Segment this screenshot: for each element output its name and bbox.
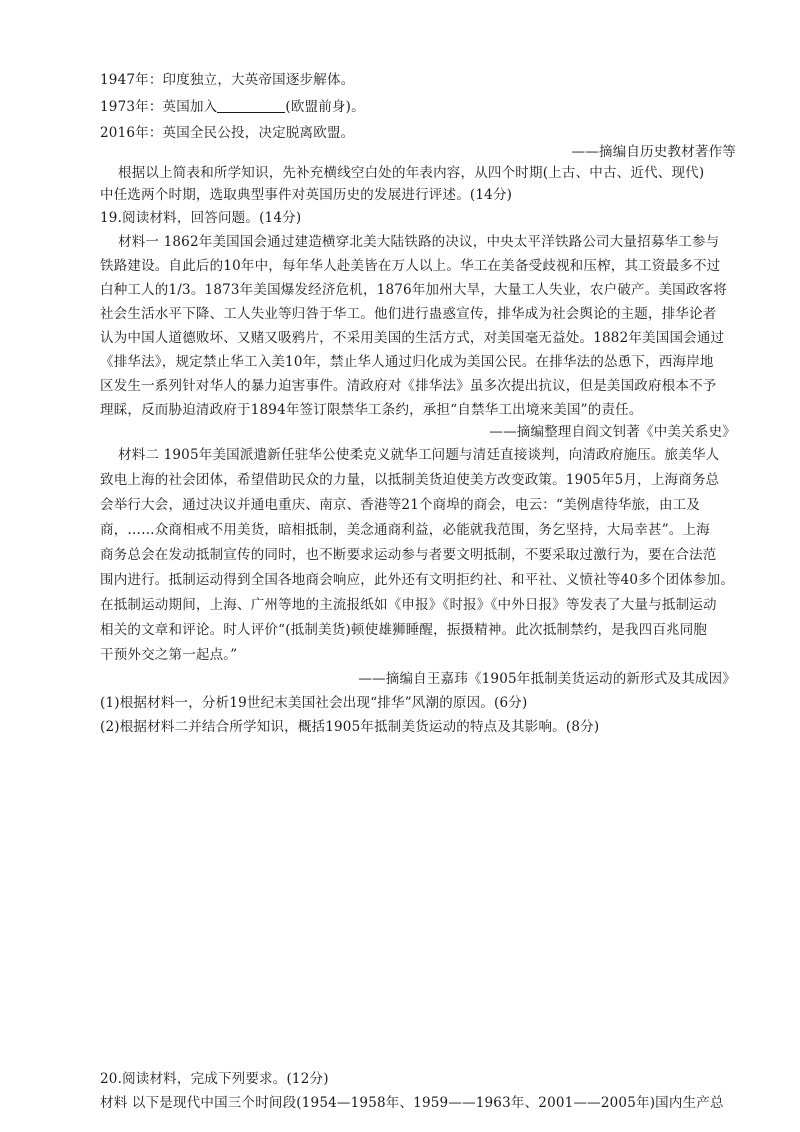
q19-m1-line: 白种工人的1/3。1873年美国爆发经济危机，1876年加州大旱，大量工人失业，农户破产。美国政客将 — [100, 282, 727, 298]
q19-sub-question-2: (2)根据材料二并结合所学知识，概括1905年抵制美货运动的特点及其影响。(8分) — [100, 719, 600, 735]
q20-material-line: 材料 以下是现代中国三个时间段(1954—1958年、1959——1963年、2001——2005年)国内生产总 — [100, 1095, 724, 1111]
q19-title: 19.阅读材料，回答问题。(14分) — [100, 210, 302, 226]
q19-sub-question-1: (1)根据材料一，分析19世纪末美国社会出现“排华”风潮的原因。(6分) — [100, 695, 528, 711]
timeline-1973-prefix: 1973年：英国加入 — [100, 99, 218, 115]
timeline-2016: 2016年：英国全民公投，决定脱离欧盟。 — [100, 125, 355, 141]
q19-m2-line: 商，……众商相戒不用美货，暗相抵制，美念通商利益，必能就我范围，务乞坚持，大局幸甚”。上海 — [100, 522, 710, 538]
fill-in-blank[interactable] — [217, 98, 285, 113]
q20-title: 20.阅读材料，完成下列要求。(12分) — [100, 1071, 329, 1087]
q19-m1-line: 认为中国人道德败坏、又赌又吸鸦片，不采用美国的生活方式，对美国毫无益处。1882年美国国会通过 — [100, 330, 725, 346]
q19-m1-line: 区发生一系列针对华人的暴力迫害事件。清政府对《排华法》虽多次提出抗议，但是美国政府根本不予 — [100, 378, 717, 394]
q19-m1-line: 材料一 1862年美国国会通过建造横穿北美大陆铁路的决议，中央太平洋铁路公司大量招募华工参与 — [118, 234, 720, 250]
q19-m2-line: 相关的文章和评论。时人评价“(抵制美货)顿使雄狮睡醒，振摄精神。此次抵制禁约，是我四百兆同胞 — [100, 622, 708, 638]
q19-m2-line: 会举行大会，通过决议并通电重庆、南京、香港等21个商埠的商会，电云：“美例虐待华旅，由工及 — [100, 497, 701, 513]
answer-space[interactable] — [100, 745, 740, 1025]
q19-m1-line: 铁路建设。自此后的10年中，每年华人赴美皆在万人以上。华工在美备受歧视和压榨，其工资最多不过 — [100, 258, 721, 274]
q19-m1-line: 理睬，反而胁迫清政府于1894年签订限禁华工条约，承担“自禁华工出境来美国”的责任。 — [100, 402, 643, 418]
q19-m1-line: 社会生活水平下降、工人失业等归咎于华工。他们进行蛊惑宣传，排华成为社会舆论的主题，排华论者 — [100, 306, 717, 322]
q19-m1-line: 《排华法》，规定禁止华工入美10年，禁止华人通过归化成为美国公民。在排华法的怂恿下，西海岸地 — [100, 354, 714, 370]
q19-m1-source: ——摘编整理自阎文钊著《中美关系史》 — [489, 424, 736, 440]
timeline-1947: 1947年：印度独立，大英帝国逐步解体。 — [100, 72, 355, 88]
q18-task-line1: 根据以上简表和所学知识，先补充横线空白处的年表内容，从四个时期(上古、中古、近代、现代) — [118, 165, 705, 181]
q19-m2-source: ——摘编自王嘉玮《1905年抵制美货运动的新形式及其成因》 — [358, 671, 736, 687]
q19-m2-line: 致电上海的社会团体，希望借助民众的力量，以抵制美货迫使美方改变政策。1905年5月，上海商务总 — [100, 472, 720, 488]
q19-m2-line: 商务总会在发动抵制宣传的同时，也不断要求运动参与者要文明抵制，不要采取过激行为，要在合法范 — [100, 547, 717, 563]
timeline-1973 — [100, 96, 740, 120]
q19-m2-line: 在抵制运动期间，上海、广州等地的主流报纸如《申报》《时报》《中外日报》等发表了大量与抵制运动 — [100, 597, 717, 613]
q18-task-line2: 中任选两个时期，选取典型事件对英国历史的发展进行评述。(14分) — [100, 187, 513, 203]
timeline-source: ——摘编自历史教材著作等 — [571, 144, 736, 160]
q19-m2-line: 围内进行。抵制运动得到全国各地商会响应，此外还有文明拒约社、和平社、义愤社等40多个团体参加。 — [100, 572, 735, 588]
timeline-1973-suffix: (欧盟前身)。 — [285, 99, 365, 115]
q19-m2-line: 材料二 1905年美国派遣新任驻华公使柔克义就华工问题与清廷直接谈判，向清政府施压。旅美华人 — [118, 447, 720, 463]
q19-m2-line: 干预外交之第一起点。” — [100, 647, 238, 663]
